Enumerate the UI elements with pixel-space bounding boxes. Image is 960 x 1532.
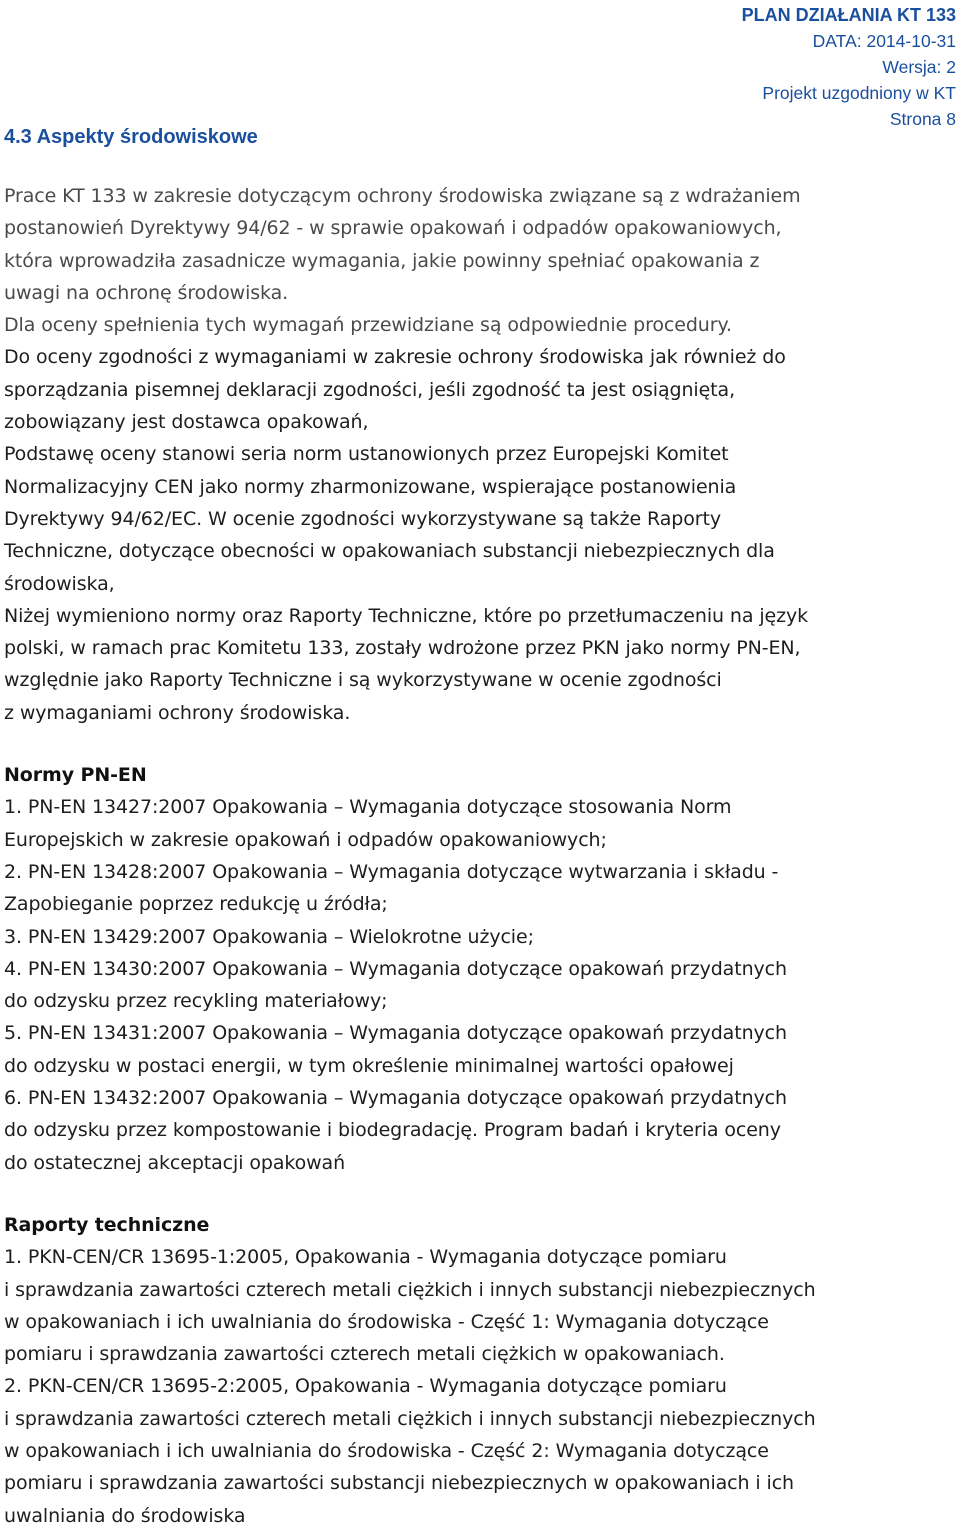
text-line: uwagi na ochronę środowiska. xyxy=(4,281,289,304)
norms-heading: Normy PN-EN xyxy=(4,764,147,787)
norm-line: 3. PN-EN 13429:2007 Opakowania – Wielokrotne użycie; xyxy=(4,925,534,948)
spacer xyxy=(4,1179,956,1209)
main-paragraph xyxy=(4,341,956,729)
text-line: Podstawę oceny stanowi seria norm ustanowionych przez Europejski Komitet xyxy=(4,443,729,466)
text-line: polski, w ramach prac Komitetu 133, zostały wdrożone przez PKN jako normy PN-EN, xyxy=(4,637,801,660)
norm-line: do ostatecznej akceptacji opakowań xyxy=(4,1151,346,1174)
document-body xyxy=(4,180,956,1532)
norm-line: 1. PN-EN 13427:2007 Opakowania – Wymagania dotyczące stosowania Norm xyxy=(4,796,732,819)
page-number: Strona 8 xyxy=(889,109,956,129)
report-line: pomiaru i sprawdzania zawartości substancji niebezpiecznych w opakowaniach i ich xyxy=(4,1472,795,1495)
norm-line: 2. PN-EN 13428:2007 Opakowania – Wymagania dotyczące wytwarzania i składu - xyxy=(4,860,779,883)
report-line: w opakowaniach i ich uwalniania do środowiska - Część 2: Wymagania dotyczące xyxy=(4,1439,769,1462)
plan-title: PLAN DZIAŁANIA KT 133 xyxy=(741,5,956,25)
intro-paragraph xyxy=(4,180,956,341)
text-line: która wprowadziła zasadnicze wymagania, jakie powinny spełniać opakowania z xyxy=(4,249,760,272)
document-date: DATA: 2014-10-31 xyxy=(812,31,956,51)
text-line: z wymaganiami ochrony środowiska. xyxy=(4,701,351,724)
text-line: względnie jako Raporty Techniczne i są wykorzystywane w ocenie zgodności xyxy=(4,669,722,692)
reports-section xyxy=(4,1209,956,1532)
report-line: 1. PKN-CEN/CR 13695-1:2005, Opakowania - Wymagania dotyczące pomiaru xyxy=(4,1246,727,1269)
norm-line: 5. PN-EN 13431:2007 Opakowania – Wymagania dotyczące opakowań przydatnych xyxy=(4,1022,787,1045)
report-line: uwalniania do środowiska xyxy=(4,1504,246,1527)
text-line: Prace KT 133 w zakresie dotyczącym ochrony środowiska związane są z wdrażaniem xyxy=(4,185,801,207)
text-line: Normalizacyjny CEN jako normy zharmonizowane, wspierające postanowienia xyxy=(4,475,737,498)
report-line: pomiaru i sprawdzania zawartości czterech metali ciężkich w opakowaniach. xyxy=(4,1343,725,1366)
norm-line: Zapobieganie poprzez redukcję u źródła; xyxy=(4,893,388,916)
report-line: w opakowaniach i ich uwalniania do środowiska - Część 1: Wymagania dotyczące xyxy=(4,1310,769,1333)
norm-line: 6. PN-EN 13432:2007 Opakowania – Wymagania dotyczące opakowań przydatnych xyxy=(4,1087,787,1110)
text-line: Do oceny zgodności z wymaganiami w zakresie ochrony środowiska jak również do xyxy=(4,346,786,369)
text-line: Dla oceny spełnienia tych wymagań przewidziane są odpowiednie procedury. xyxy=(4,314,732,337)
norms-section xyxy=(4,759,956,1179)
report-line: 2. PKN-CEN/CR 13695-2:2005, Opakowania - Wymagania dotyczące pomiaru xyxy=(4,1375,727,1398)
document-status: Projekt uzgodniony w KT xyxy=(762,83,956,103)
norm-line: do odzysku w postaci energii, w tym określenie minimalnej wartości opałowej xyxy=(4,1054,734,1077)
text-line: sporządzania pisemnej deklaracji zgodności, jeśli zgodność ta jest osiągnięta, xyxy=(4,378,736,401)
document-version: Wersja: 2 xyxy=(882,57,956,77)
text-line: Techniczne, dotyczące obecności w opakowaniach substancji niebezpiecznych dla xyxy=(4,540,775,563)
reports-heading: Raporty techniczne xyxy=(4,1213,210,1236)
report-line: i sprawdzania zawartości czterech metali ciężkich i innych substancji niebezpiecznych xyxy=(4,1407,816,1430)
text-line: środowiska, xyxy=(4,572,115,595)
norm-line: do odzysku przez recykling materiałowy; xyxy=(4,990,388,1013)
text-line: Niżej wymieniono normy oraz Raporty Techniczne, które po przetłumaczeniu na język xyxy=(4,604,809,627)
norm-line: 4. PN-EN 13430:2007 Opakowania – Wymagania dotyczące opakowań przydatnych xyxy=(4,957,787,980)
text-line: zobowiązany jest dostawca opakowań, xyxy=(4,411,369,434)
report-line: i sprawdzania zawartości czterech metali ciężkich i innych substancji niebezpiecznych xyxy=(4,1278,816,1301)
norm-line: Europejskich w zakresie opakowań i odpadów opakowaniowych; xyxy=(4,828,607,851)
text-line: postanowień Dyrektywy 94/62 - w sprawie opakowań i odpadów opakowaniowych, xyxy=(4,217,782,240)
document-header xyxy=(742,2,956,132)
spacer xyxy=(4,729,956,759)
text-line: Dyrektywy 94/62/EC. W ocenie zgodności wykorzystywane są także Raporty xyxy=(4,507,721,530)
norm-line: do odzysku przez kompostowanie i biodegradację. Program badań i kryteria oceny xyxy=(4,1119,781,1142)
section-title: 4.3 Aspekty środowiskowe xyxy=(4,126,258,148)
